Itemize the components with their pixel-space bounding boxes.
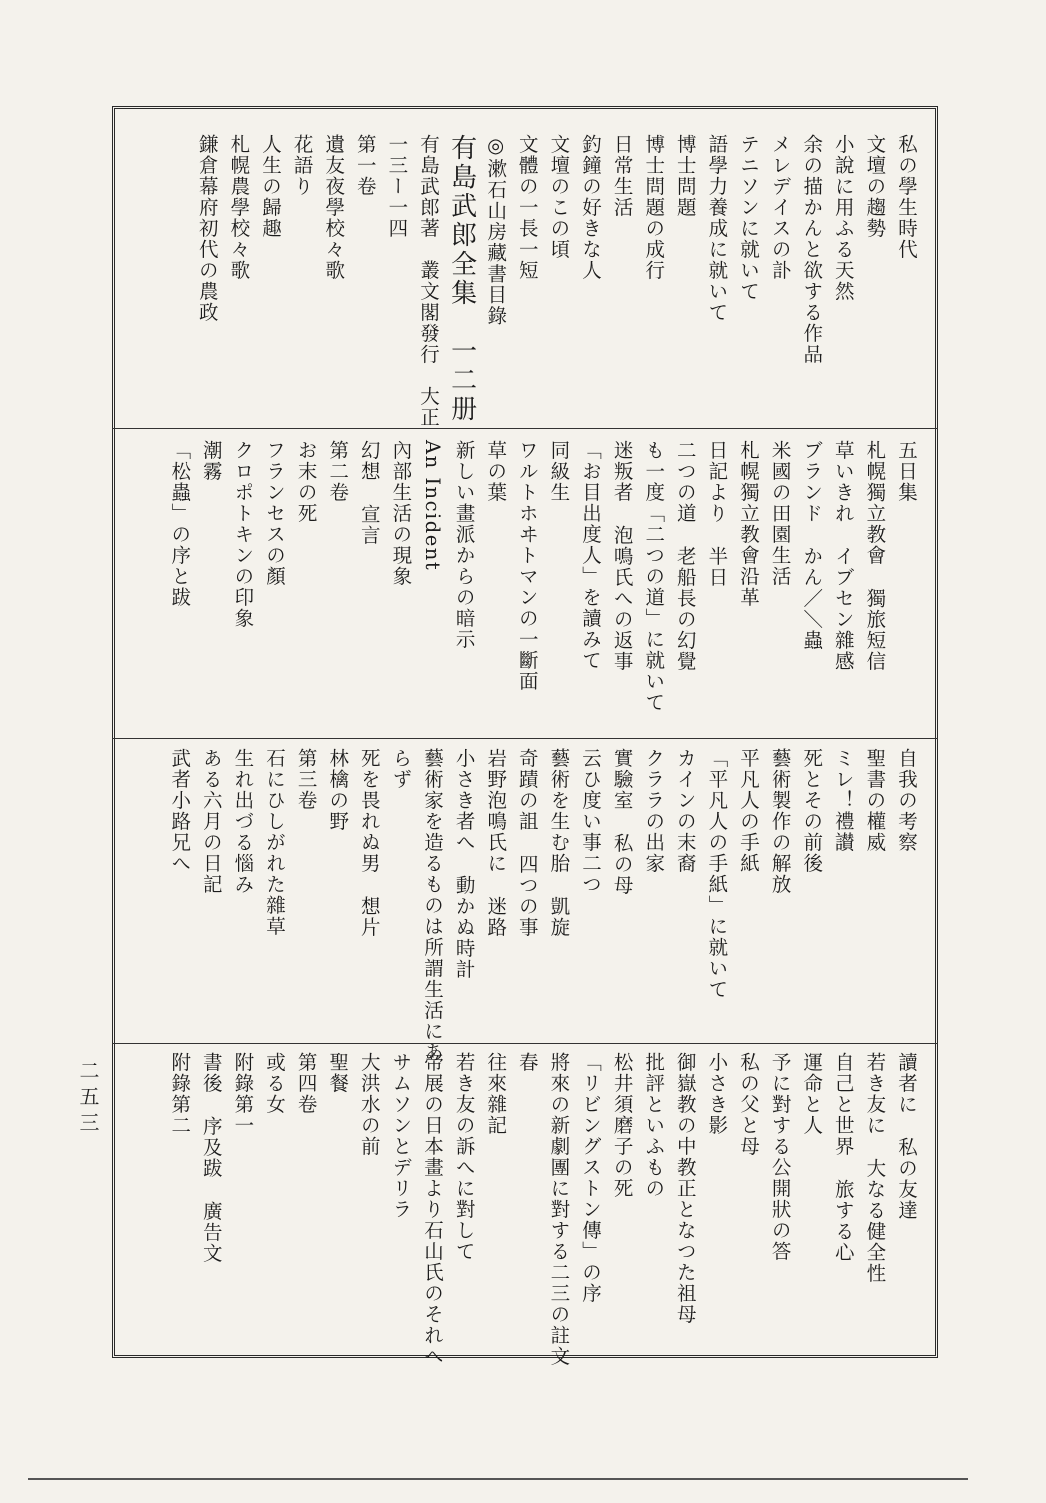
toc-entry-text: 批評といふもの (642, 1052, 666, 1199)
toc-entry-text: ブランド (800, 440, 824, 524)
toc-entry-text: 第四卷 (294, 1052, 318, 1115)
toc-entry-text: 「リビングストン傳」の序 (579, 1052, 602, 1304)
toc-entry-text: 附錄第一 (231, 1052, 255, 1136)
toc-entry (576, 440, 604, 671)
toc-entry (576, 134, 604, 281)
toc-entry-text: 或る女 (263, 1052, 286, 1115)
toc-entry-text: 新しい畫派からの暗示 (452, 440, 476, 650)
toc-entry (197, 440, 225, 482)
toc-entry-text: 米國の田園生活 (768, 440, 792, 587)
toc-entry (319, 134, 347, 281)
toc-entry-text: フランセスの顏 (263, 440, 286, 587)
toc-entry-text: 日記より (705, 440, 729, 524)
toc-entry (260, 440, 288, 587)
toc-entry (671, 440, 699, 672)
toc-entry-text: 自己と世界 (831, 1052, 855, 1157)
toc-entry-text: 迷叛者 (610, 440, 634, 503)
toc-entry (323, 440, 351, 503)
toc-entry (292, 748, 320, 811)
toc-entry (450, 748, 478, 980)
toc-entry (481, 1052, 509, 1136)
toc-entry-text: 石にひしがれた雜草 (263, 748, 286, 937)
toc-entry-text: 「松蟲」の序と跋 (168, 440, 192, 608)
toc-entry (450, 440, 478, 650)
toc-entry (418, 748, 446, 1063)
toc-entry (576, 748, 604, 895)
toc-entry-text: 林檎の野 (326, 748, 350, 832)
toc-entry (608, 748, 636, 896)
toc-entry-text: 往來雜記 (484, 1052, 508, 1136)
toc-entry (639, 1052, 667, 1199)
toc-entry (797, 440, 825, 651)
toc-entry (544, 748, 572, 938)
toc-entry (355, 440, 383, 546)
toc-entry-text: 潮霧 (199, 440, 223, 482)
toc-entry-text: 春 (515, 1052, 539, 1073)
toc-entry-text: 四つの事 (515, 854, 539, 938)
toc-entry-text: 人生の歸趣 (259, 134, 282, 239)
toc-entry-text: も一度「二つの道」に就いて (642, 440, 666, 713)
toc-entry-text: 「お目出度人」を讀みて (579, 440, 602, 671)
toc-entry (193, 134, 221, 323)
toc-entry (386, 1052, 414, 1220)
toc-entry-text: 文體の一長一短 (515, 134, 539, 281)
toc-entry (323, 748, 351, 832)
toc-entry (292, 440, 320, 524)
toc-entry (256, 134, 284, 239)
toc-entry-text: 五日集 (895, 440, 918, 503)
toc-entry-text: 獨旅短信 (863, 588, 887, 672)
toc-entry (288, 134, 316, 197)
toc-entry (481, 748, 509, 938)
toc-entry-text: お末の死 (294, 440, 318, 524)
toc-entry-text: 幻想 (357, 440, 381, 482)
toc-entry-text: 宣言 (357, 504, 381, 546)
toc-entry (197, 1052, 225, 1264)
toc-entry-text: 聖餐 (326, 1052, 350, 1094)
toc-entry-text: 序及跋 (199, 1116, 223, 1179)
section-divider-2 (112, 738, 938, 739)
toc-entry-text: 廣告文 (199, 1201, 223, 1264)
toc-entry (797, 1052, 825, 1136)
toc-entry (260, 1052, 288, 1115)
toc-entry-text: 大洪水の前 (357, 1052, 381, 1157)
toc-entry (892, 134, 920, 260)
toc-entry (418, 1052, 446, 1367)
toc-entry-text: 讀者に (895, 1052, 918, 1115)
toc-entry-text: らず (389, 748, 413, 790)
toc-entry (829, 134, 857, 302)
toc-entry-text: 札幌獨立教會 (863, 440, 887, 566)
toc-entry (224, 134, 252, 281)
toc-entry-text: 云ひ度い事二つ (579, 748, 602, 895)
toc-entry (165, 1052, 193, 1136)
toc-entry (734, 440, 762, 608)
toc-entry-text: 泡鳴氏への返事 (610, 525, 634, 672)
toc-entry-text: 予に對する公開狀の答 (768, 1052, 792, 1262)
toc-entry-text: 實驗室 (610, 748, 634, 811)
toc-entry-text: 想片 (357, 896, 381, 938)
toc-entry (829, 440, 857, 672)
toc-entry-text: 武者小路兄へ (168, 748, 192, 874)
toc-entry (671, 1052, 699, 1325)
toc-entry-text: 博士問題 (673, 134, 697, 218)
toc-entry (576, 1052, 604, 1304)
toc-entry (608, 1052, 636, 1199)
toc-entry-text: ミレ！禮讃 (831, 748, 855, 853)
toc-entry-text: 死とその前後 (800, 748, 824, 874)
toc-entry (513, 1052, 541, 1073)
toc-entry-text: 釣鐘の好きな人 (579, 134, 602, 281)
toc-entry-text: テニソンに就いて (737, 134, 760, 302)
toc-entry-text: かん／＼蟲 (800, 546, 824, 651)
toc-entry (197, 748, 225, 895)
toc-entry (386, 748, 414, 790)
toc-entry-text: 迷路 (484, 896, 508, 938)
toc-entry (702, 440, 730, 588)
toc-entry-text: 二つの道 (673, 440, 697, 524)
toc-entry (608, 134, 636, 218)
toc-entry-text: 附錄第二 (168, 1052, 192, 1136)
toc-entry (418, 440, 446, 571)
toc-entry (734, 1052, 762, 1157)
toc-entry-text: 余の描かんと欲する作品 (800, 134, 824, 365)
page-number: 二五三 (76, 1060, 100, 1138)
toc-entry (355, 1052, 383, 1157)
section-divider-3 (112, 1043, 938, 1044)
toc-entry (165, 748, 193, 874)
toc-entry-text: 草いきれ (831, 440, 855, 524)
toc-entry (481, 440, 509, 503)
toc-entry (892, 1052, 920, 1221)
toc-entry (829, 748, 857, 853)
toc-entry-text: 平凡人の手紙 (737, 748, 760, 874)
toc-entry-text: 第三卷 (294, 748, 318, 811)
toc-entry (797, 134, 825, 365)
toc-entry (671, 134, 699, 218)
toc-entry-text: 岩野泡鳴氏に (484, 748, 508, 874)
toc-entry-text: 文壇の趨勢 (863, 134, 887, 239)
toc-entry-text: 「平凡人の手紙」に就いて (705, 748, 729, 1000)
toc-entry (639, 748, 667, 874)
toc-entry-text: 札幌農學校々歌 (227, 134, 251, 281)
toc-entry-text: An Incident (421, 440, 444, 572)
toc-entry-text: 一三ー一四 (385, 134, 409, 239)
toc-entry (228, 440, 256, 629)
toc-entry-text: 御嶽教の中教正となつた祖母 (673, 1052, 697, 1325)
toc-entry-text: 小さき影 (705, 1052, 729, 1136)
toc-entry (450, 1052, 478, 1262)
toc-entry (446, 134, 478, 424)
toc-entry (702, 748, 730, 1000)
toc-entry (766, 134, 794, 281)
toc-entry (702, 134, 730, 323)
toc-entry-text: 文壇のこの頃 (547, 134, 571, 260)
toc-entry (797, 748, 825, 874)
toc-entry-text: ワルトホヰトマンの一斷面 (515, 440, 539, 692)
toc-entry-text: 博士問題の成行 (642, 134, 666, 281)
toc-entry (228, 748, 256, 895)
toc-entry-text: 藝術家を造るものは所謂生活にあ (421, 748, 444, 1063)
toc-entry-text: ◎漱石山房藏書目錄 (484, 134, 508, 327)
toc-entry-text: 將來の新劇團に對する二三の註文 (547, 1052, 571, 1367)
toc-entry (414, 134, 442, 428)
toc-entry-text: カインの末裔 (673, 748, 697, 874)
toc-entry-text: 小說に用ふる天然 (831, 134, 855, 302)
toc-entry-text: イブセン雜感 (831, 546, 855, 672)
toc-entry-text: 動かぬ時計 (452, 875, 476, 980)
toc-entry-text: 小さき者へ (452, 748, 476, 853)
toc-entry (228, 1052, 256, 1136)
toc-entry-text: 語學力養成に就いて (705, 134, 729, 323)
toc-entry-text: 奇蹟の詛 (515, 748, 539, 832)
toc-entry (481, 134, 509, 327)
toc-entry-text: 若き友の訴へに對して (452, 1052, 476, 1262)
toc-entry (382, 134, 410, 239)
toc-entry-text: 花語り (290, 134, 314, 197)
toc-entry (860, 440, 888, 672)
toc-entry-text: 大なる健全性 (863, 1158, 887, 1284)
toc-entry (260, 748, 288, 937)
toc-entry (892, 440, 920, 503)
toc-entry (860, 748, 888, 853)
section-divider-1 (112, 428, 938, 429)
toc-entry-text: 書後 (199, 1052, 223, 1094)
toc-entry-text: 生れ出づる惱み (231, 748, 255, 895)
toc-entry-text: 藝術製作の解放 (768, 748, 792, 895)
toc-entry-text: 若き友に (863, 1052, 887, 1136)
toc-entry (386, 440, 414, 587)
toc-entry-text: メレデイスの訃 (768, 134, 792, 281)
toc-entry-text: クララの出家 (642, 748, 666, 874)
toc-entry (639, 440, 667, 713)
toc-entry-text: 私の父と母 (737, 1052, 760, 1157)
toc-entry (702, 1052, 730, 1136)
toc-entry (292, 1052, 320, 1115)
toc-entry (165, 440, 193, 608)
toc-entry (323, 1052, 351, 1094)
toc-entry-text: 有島武郎全集 一二册 (446, 134, 477, 424)
toc-entry-text: 鎌倉幕府初代の農政 (195, 134, 219, 323)
toc-entry-text: 旅する心 (831, 1179, 855, 1263)
toc-entry (860, 1052, 888, 1284)
toc-entry (766, 748, 794, 895)
toc-entry-text: 私の友達 (895, 1137, 918, 1221)
toc-entry-text: 松井須磨子の死 (610, 1052, 634, 1199)
toc-entry (513, 134, 541, 281)
toc-entry-text: 第二卷 (326, 440, 350, 503)
toc-entry (829, 1052, 857, 1263)
toc-entry (513, 748, 541, 938)
toc-entry (513, 440, 541, 692)
toc-entry-text: 自我の考察 (895, 748, 918, 853)
toc-entry (734, 748, 762, 874)
toc-entry-text: 凱旋 (547, 896, 571, 938)
toc-entry-text: 私の學生時代 (895, 134, 918, 260)
toc-entry-text: 藝術を生む胎 (547, 748, 571, 874)
toc-entry (608, 440, 636, 672)
toc-entry-text: 半日 (705, 546, 729, 588)
toc-entry (671, 748, 699, 874)
footer-rule (28, 1478, 968, 1480)
toc-entry (892, 748, 920, 853)
toc-entry (766, 440, 794, 587)
toc-entry-text: 私の母 (610, 833, 634, 896)
toc-entry (544, 1052, 572, 1367)
toc-entry (860, 134, 888, 239)
toc-entry-text: 老船長の幻覺 (673, 546, 697, 672)
toc-entry-text: 運命と人 (800, 1052, 824, 1136)
toc-entry-text: 同級生 (547, 440, 571, 503)
toc-entry (351, 134, 379, 197)
toc-entry-text: クロポトキンの印象 (231, 440, 255, 629)
toc-entry-text: 札幌獨立教會沿革 (737, 440, 760, 608)
toc-entry (544, 440, 572, 503)
toc-entry-text: ある六月の日記 (199, 748, 223, 895)
toc-entry-text: 聖書の權威 (863, 748, 887, 853)
toc-entry-text: 有島武郎著 叢文閣發行 大正 (417, 134, 440, 428)
toc-entry (544, 134, 572, 260)
toc-entry-text: 帝展の日本畫より石山氏のそれへ (421, 1052, 444, 1367)
toc-entry-text: 死を畏れぬ男 (357, 748, 381, 874)
toc-entry-text: 內部生活の現象 (389, 440, 413, 587)
toc-entry (734, 134, 762, 302)
toc-entry-text: 遺友夜學校々歌 (322, 134, 346, 281)
toc-entry (355, 748, 383, 938)
toc-entry (639, 134, 667, 281)
toc-entry-text: 第一卷 (353, 134, 377, 197)
toc-entry (766, 1052, 794, 1262)
toc-entry-text: 草の葉 (484, 440, 508, 503)
toc-entry-text: 日常生活 (610, 134, 634, 218)
toc-entry-text: サムソンとデリラ (389, 1052, 413, 1220)
